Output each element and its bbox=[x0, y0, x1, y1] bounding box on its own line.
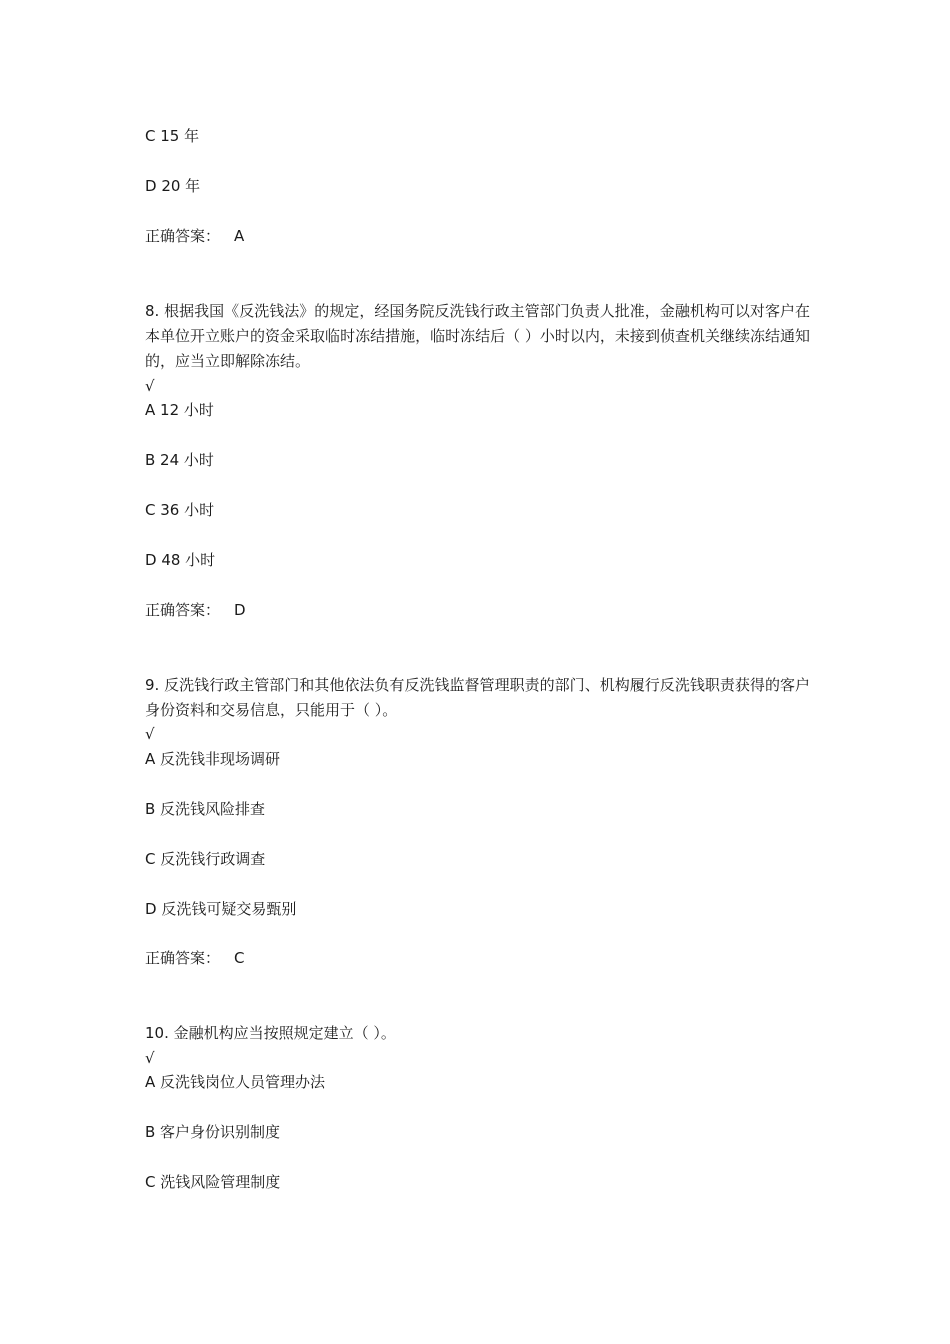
q8-option-a: A 12 小时 bbox=[145, 401, 214, 419]
answer-label: 正确答案： bbox=[145, 601, 221, 619]
q10-option-c: C 洗钱风险管理制度 bbox=[145, 1173, 281, 1191]
correct-answer bbox=[145, 224, 244, 249]
question-9-text: 9. 反洗钱行政主管部门和其他依法负有反洗钱监督管理职责的部门、机构履行反洗钱职责获得的客户身份资料和交易信息，只能用于（ ）。 bbox=[145, 676, 810, 719]
q10-option-a: A 反洗钱岗位人员管理办法 bbox=[145, 1073, 326, 1091]
q9-option-a: A 反洗钱非现场调研 bbox=[145, 750, 281, 768]
option-c: C 15 年 bbox=[145, 127, 200, 145]
answer-value: D bbox=[234, 601, 246, 619]
q9-option-c: C 反洗钱行政调查 bbox=[145, 850, 266, 868]
q8-correct-answer bbox=[145, 598, 246, 623]
q9-correct-answer bbox=[145, 946, 245, 971]
check-mark: √ bbox=[145, 377, 155, 395]
answer-label: 正确答案： bbox=[145, 949, 221, 967]
check-mark: √ bbox=[145, 725, 155, 743]
answer-value: A bbox=[234, 227, 245, 245]
answer-label: 正确答案： bbox=[145, 227, 221, 245]
q8-option-d: D 48 小时 bbox=[145, 551, 216, 569]
q10-option-b: B 客户身份识别制度 bbox=[145, 1123, 281, 1141]
question-8-text: 8. 根据我国《反洗钱法》的规定，经国务院反洗钱行政主管部门负责人批准，金融机构可以对客户在本单位开立账户的资金采取临时冻结措施，临时冻结后（ ）小时以内，未接到侦查机关继续冻结通知的，应当立即解除冻结。 bbox=[145, 302, 810, 370]
answer-value: C bbox=[234, 949, 245, 967]
q8-option-b: B 24 小时 bbox=[145, 451, 214, 469]
q8-option-c: C 36 小时 bbox=[145, 501, 215, 519]
q9-option-d: D 反洗钱可疑交易甄别 bbox=[145, 900, 297, 918]
option-d: D 20 年 bbox=[145, 177, 201, 195]
check-mark: √ bbox=[145, 1049, 155, 1067]
question-10-text: 10. 金融机构应当按照规定建立（ ）。 bbox=[145, 1024, 396, 1042]
q9-option-b: B 反洗钱风险排查 bbox=[145, 800, 266, 818]
